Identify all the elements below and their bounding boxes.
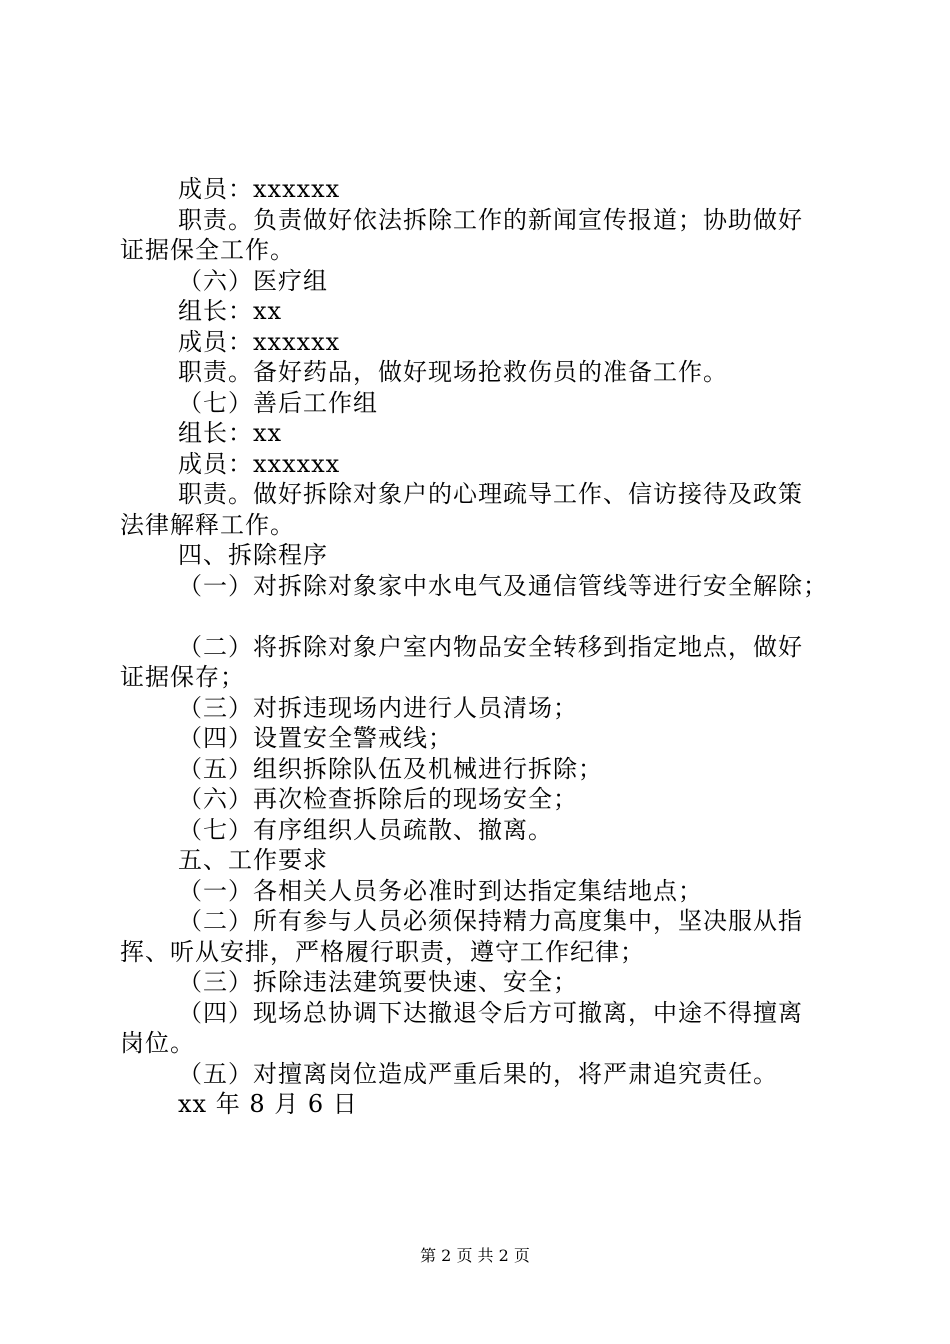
text-line: 组长：xx	[178, 297, 283, 325]
text-line: 证据保存；	[120, 663, 245, 691]
text-line: 职责。备好药品，做好现场抢救伤员的准备工作。	[178, 358, 728, 386]
text-line: （一）各相关人员务必准时到达指定集结地点；	[178, 876, 703, 905]
text-line: 成员：xxxxxx	[178, 449, 341, 478]
text-line: 成员：xxxxxx	[178, 327, 341, 356]
text-line: （三）拆除违法建筑要快速、安全；	[178, 968, 578, 996]
text-line: （一）对拆除对象家中水电气及通信管线等进行安全解除；	[178, 571, 828, 600]
text-line: 四、拆除程序	[178, 541, 328, 569]
text-line: 五、工作要求	[178, 846, 328, 874]
text-line: （三）对拆违现场内进行人员清场；	[178, 693, 578, 722]
text-line: （五）对擅离岗位造成严重后果的，将严肃追究责任。	[178, 1059, 778, 1088]
text-line: （五）组织拆除队伍及机械进行拆除；	[178, 754, 603, 783]
document-body	[120, 174, 840, 1120]
text-line: （四）现场总协调下达撤退令后方可撤离，中途不得擅离	[178, 998, 803, 1027]
text-line: 法律解释工作。	[120, 510, 295, 539]
text-line: （四）设置安全警戒线；	[178, 724, 453, 752]
page-footer: 第 2 页 共 2 页	[420, 1246, 530, 1265]
text-line: 岗位。	[120, 1029, 195, 1057]
text-line: （六）医疗组	[178, 266, 328, 295]
text-line: （六）再次检查拆除后的现场安全；	[178, 785, 578, 813]
text-line: （二）所有参与人员必须保持精力高度集中，坚决服从指	[178, 907, 803, 935]
text-line: （二）将拆除对象户室内物品安全转移到指定地点，做好	[178, 632, 803, 661]
text-line: 证据保全工作。	[120, 236, 295, 264]
text-line: （七）善后工作组	[178, 388, 378, 417]
text-line: （七）有序组织人员疏散、撤离。	[178, 815, 553, 844]
text-line: 职责。负责做好依法拆除工作的新闻宣传报道；协助做好	[178, 205, 803, 234]
text-line: 职责。做好拆除对象户的心理疏导工作、信访接待及政策	[178, 480, 803, 508]
text-line: xx 年 8 月 6 日	[178, 1090, 358, 1118]
blank-line	[120, 601, 840, 632]
text-line: 成员：xxxxxx	[178, 175, 341, 203]
text-line: 组长：xx	[178, 419, 283, 447]
text-line: 挥、听从安排，严格履行职责，遵守工作纪律；	[120, 937, 645, 966]
